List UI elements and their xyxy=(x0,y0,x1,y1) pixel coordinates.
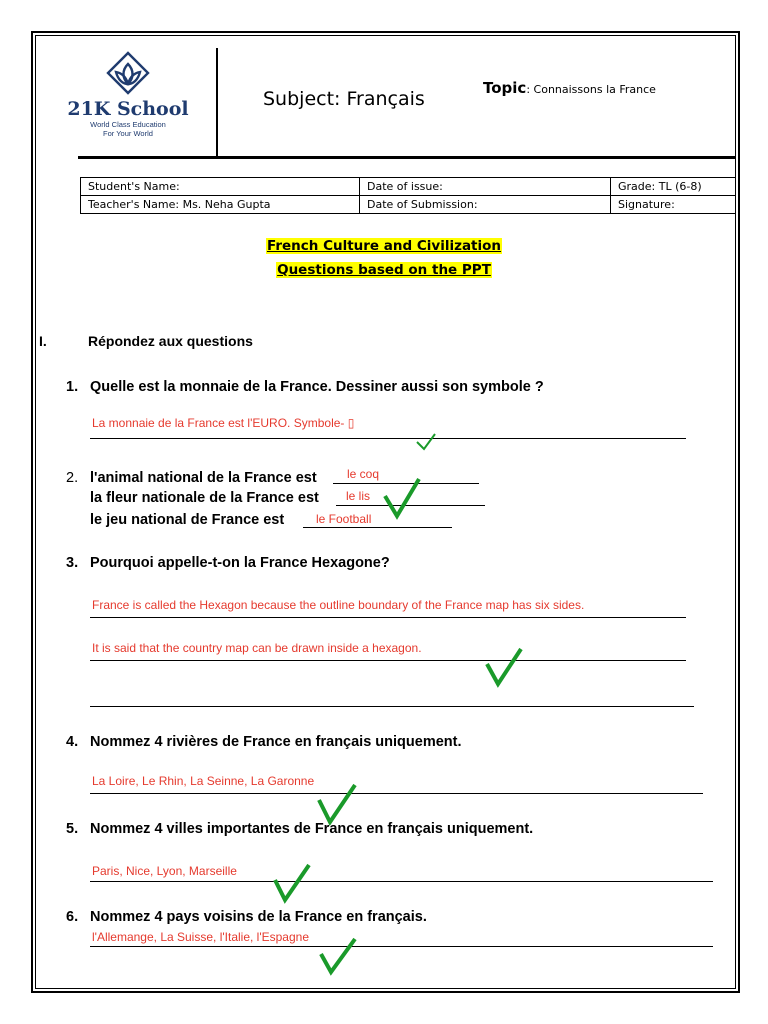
answer-5-line xyxy=(90,881,713,882)
question-1 xyxy=(66,379,544,395)
blank-3-line xyxy=(303,527,452,528)
answer-3c-line xyxy=(90,706,694,707)
check-mark-icon xyxy=(272,862,312,904)
subject-label: Subject: Français xyxy=(263,88,425,110)
answer-4[interactable]: La Loire, Le Rhin, La Seinne, La Garonne xyxy=(92,774,315,788)
answer-3b[interactable]: It is said that the country map can be drawn inside a hexagon. xyxy=(92,641,422,655)
question-3-text: Pourquoi appelle-t-on la France Hexagone? xyxy=(90,555,390,571)
student-info-table xyxy=(80,177,736,214)
answer-3a[interactable]: France is called the Hexagon because the outline boundary of the France map has six sides. xyxy=(92,598,585,612)
title-line2-text: Questions based on the PPT xyxy=(277,262,491,278)
question-6 xyxy=(66,909,427,925)
section-heading xyxy=(39,333,253,349)
question-2-line-2: la fleur nationale de la France est xyxy=(90,490,319,506)
question-4-number: 4. xyxy=(66,734,79,750)
question-2 xyxy=(66,470,317,486)
question-2-number: 2. xyxy=(66,470,79,486)
question-3-number: 3. xyxy=(66,555,79,571)
question-6-text: Nommez 4 pays voisins de la France en français. xyxy=(90,909,427,925)
signature-cell[interactable]: Signature: xyxy=(611,196,736,214)
answer-2b[interactable]: le lis xyxy=(346,489,371,503)
section-title: Répondez aux questions xyxy=(88,333,253,349)
answer-5[interactable]: Paris, Nice, Lyon, Marseille xyxy=(92,864,237,878)
school-logo xyxy=(66,50,190,150)
grade-cell: Grade: TL (6-8) xyxy=(611,178,736,196)
question-2-row-3 xyxy=(90,512,284,528)
question-5-number: 5. xyxy=(66,821,79,837)
question-6-number: 6. xyxy=(66,909,79,925)
student-name-cell[interactable]: Student's Name: xyxy=(81,178,360,196)
topic xyxy=(483,79,656,97)
question-1-text: Quelle est la monnaie de la France. Dessiner aussi son symbole ? xyxy=(90,379,544,395)
question-2-line-1: l'animal national de la France est xyxy=(90,470,317,486)
question-5-text: Nommez 4 villes importantes de France en français uniquement. xyxy=(90,821,534,837)
answer-3a-line xyxy=(90,617,686,618)
question-4-text: Nommez 4 rivières de France en français uniquement. xyxy=(90,734,462,750)
worksheet-title-line2 xyxy=(0,262,768,278)
info-row-2 xyxy=(81,196,736,214)
section-number: I. xyxy=(39,333,47,349)
check-mark-icon xyxy=(415,432,437,452)
answer-3b-line xyxy=(90,660,686,661)
answer-2c[interactable]: le Football xyxy=(316,512,372,526)
school-tagline-1: World Class Education xyxy=(90,120,166,129)
topic-value: : Connaissons la France xyxy=(526,83,656,96)
date-issue-cell[interactable]: Date of issue: xyxy=(360,178,611,196)
check-mark-icon xyxy=(382,476,422,520)
answer-1-line xyxy=(90,438,686,439)
school-tagline-2: For Your World xyxy=(103,129,153,138)
question-3 xyxy=(66,555,390,571)
question-4 xyxy=(66,734,462,750)
answer-6[interactable]: l'Allemange, La Suisse, l'Italie, l'Espagne xyxy=(92,930,309,944)
question-2-row-2 xyxy=(90,490,319,506)
question-5 xyxy=(66,821,533,837)
title-line1-text: French Culture and Civilization xyxy=(266,238,502,254)
date-submission-cell[interactable]: Date of Submission: xyxy=(360,196,611,214)
answer-6-line xyxy=(90,946,713,947)
worksheet-title-line1 xyxy=(0,238,768,254)
lotus-logo-icon xyxy=(102,50,154,96)
teacher-name-cell: Teacher's Name: Ms. Neha Gupta xyxy=(81,196,360,214)
answer-4-line xyxy=(90,793,703,794)
check-mark-icon xyxy=(484,646,524,688)
question-1-number: 1. xyxy=(66,379,79,395)
topic-label: Topic xyxy=(483,79,527,97)
check-mark-icon xyxy=(318,936,358,976)
check-mark-icon xyxy=(316,782,358,826)
answer-2a[interactable]: le coq xyxy=(347,467,380,481)
answer-1[interactable]: La monnaie de la France est l'EURO. Symbole- ▯ xyxy=(92,416,355,430)
info-row-1 xyxy=(81,178,736,196)
header-divider xyxy=(216,48,218,158)
question-2-line-3: le jeu national de France est xyxy=(90,512,285,528)
school-name: 21K School xyxy=(67,98,189,120)
header-rule xyxy=(78,156,736,159)
